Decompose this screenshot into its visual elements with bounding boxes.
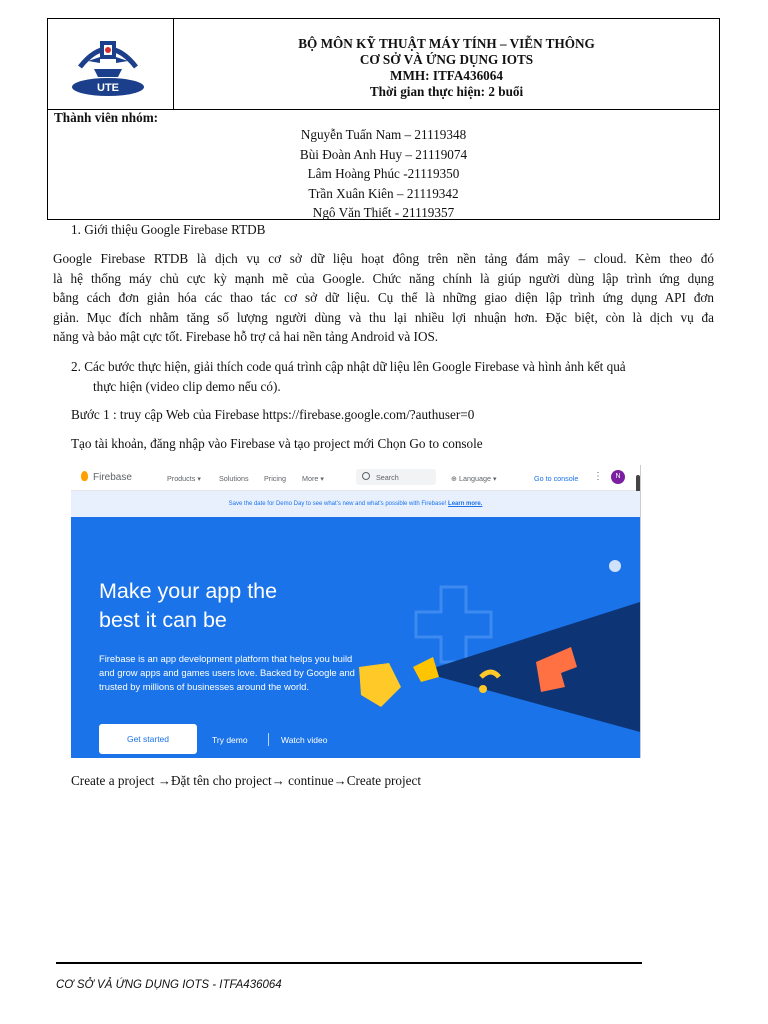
button-divider	[268, 733, 269, 746]
chat-bubble-icon[interactable]	[609, 560, 621, 572]
create-project-steps: Create a project →Đặt tên cho project→ continue→Create project	[71, 773, 422, 788]
watch-video-button[interactable]: Watch video	[281, 735, 328, 745]
member-item: Nguyễn Tuấn Nam – 21119348	[300, 127, 467, 142]
section1-line: là hệ thống máy chủ cực kỳ mạnh mẽ của Google. Chức năng chính là giúp người dùng lập trình ứng dụng	[53, 270, 714, 286]
nav-more[interactable]: More ▾	[302, 473, 324, 483]
firebase-flame-icon	[81, 471, 88, 481]
search-placeholder: Search	[376, 473, 399, 482]
brand-label: Firebase	[93, 472, 132, 483]
department-title: BỘ MÔN KỸ THUẬT MÁY TÍNH – VIỄN THÔNG	[298, 36, 595, 51]
members-label: Thành viên nhóm:	[54, 110, 159, 125]
nav-solutions[interactable]: Solutions	[219, 473, 249, 483]
member-item: Trần Xuân Kiên – 21119342	[308, 185, 459, 201]
section1-heading: 1. Giới thiệu Google Firebase RTDB	[71, 222, 266, 237]
search-box[interactable]	[356, 469, 436, 485]
course-code: MMH: ITFA436064	[390, 68, 503, 83]
member-item: Lâm Hoàng Phúc -21119350	[307, 166, 460, 181]
section2-heading: 2. Các bước thực hiện, giải thích code quá trình cập nhật dữ liệu lên Google Firebase và hình ảnh kết quả	[71, 359, 626, 374]
header-title	[174, 19, 719, 109]
banner-text: Save the date for Demo Day to see what's new and what's possible with Firebase!	[228, 501, 447, 507]
hero-section	[71, 517, 640, 758]
search-icon	[362, 472, 370, 480]
duration: Thời gian thực hiện: 2 buổi	[369, 84, 524, 99]
member-item: Bùi Đoàn Anh Huy – 21119074	[299, 146, 468, 162]
try-demo-button[interactable]: Try demo	[212, 735, 248, 745]
go-to-console-link[interactable]: Go to console	[534, 473, 579, 483]
beam-shape	[421, 602, 640, 732]
members-list	[48, 125, 719, 223]
announcement-banner	[71, 491, 640, 517]
more-vert-icon[interactable]: ⋮	[593, 471, 603, 482]
section1-line: Google Firebase RTDB là dịch vụ cơ sở dữ liệu hoạt đông trên nền tảng đám mây – cloud. Kèm theo đó	[53, 251, 714, 266]
firebase-brand[interactable]	[81, 471, 132, 483]
avatar[interactable]: N	[611, 470, 625, 484]
hero-title-line1: Make your app the	[99, 579, 278, 603]
section1-line: bằng cách đơn giản hóa các thao tác cơ sở dữ liệu. Cụ thể là những giao diện lập trình ứng dụng API đơn	[53, 290, 714, 305]
course-title: CƠ SỞ VÀ ỨNG DỤNG IOTS	[359, 52, 534, 67]
hero-illustration	[71, 517, 640, 758]
hero-subtitle: Firebase is an app development platform that helps you build and grow apps and games users love. Backed by Google and trusted by millions of businesses around the world.	[99, 653, 355, 692]
page-footer: CƠ SỞ VẢ ỨNG DỤNG IOTS - ITFA436064	[56, 979, 282, 991]
logo-text: UTE	[97, 82, 119, 94]
section2-heading-cont: thực hiện (video clip demo nếu có).	[93, 378, 281, 394]
member-item: Ngô Văn Thiết - 21119357	[312, 205, 455, 220]
ute-logo-icon	[70, 27, 146, 99]
header-table	[47, 18, 720, 220]
logo-cell	[48, 19, 174, 109]
footer-divider	[56, 962, 642, 964]
language-select[interactable]: ⊕ Language ▾	[451, 473, 497, 483]
nav-pricing[interactable]: Pricing	[264, 473, 286, 483]
step1-text: Bước 1 : truy cập Web của Firebase https://firebase.google.com/?authuser=0	[71, 407, 475, 422]
section1-line: năng và bảo mật cực tốt. Firebase hỗ trợ cả hai nền tảng Android và IOS.	[53, 329, 439, 344]
step1-detail: Tạo tài khoản, đăng nhập vào Firebase và tạo project mới Chọn Go to console	[71, 436, 483, 451]
hero-title-line2: best it can be	[99, 608, 227, 632]
plus-outline-icon	[416, 587, 491, 662]
firebase-screenshot	[71, 465, 641, 758]
banner-link[interactable]: Learn more.	[448, 501, 483, 507]
firebase-navbar	[71, 465, 640, 491]
nav-products[interactable]: Products ▾	[167, 473, 201, 483]
dot-shape	[479, 685, 487, 693]
get-started-button[interactable]: Get started	[99, 724, 197, 754]
hero-title	[99, 577, 277, 635]
arrow-tip-shape	[413, 657, 439, 682]
language-label: Language ▾	[459, 473, 497, 483]
gem-shape	[359, 663, 401, 707]
section1-line: giản. Mục đích nhằm tăng số lượng người dùng và thu lại nhiều lợi nhuận hơn. Đặc biệt, còn là dịch vụ đa	[53, 309, 714, 325]
